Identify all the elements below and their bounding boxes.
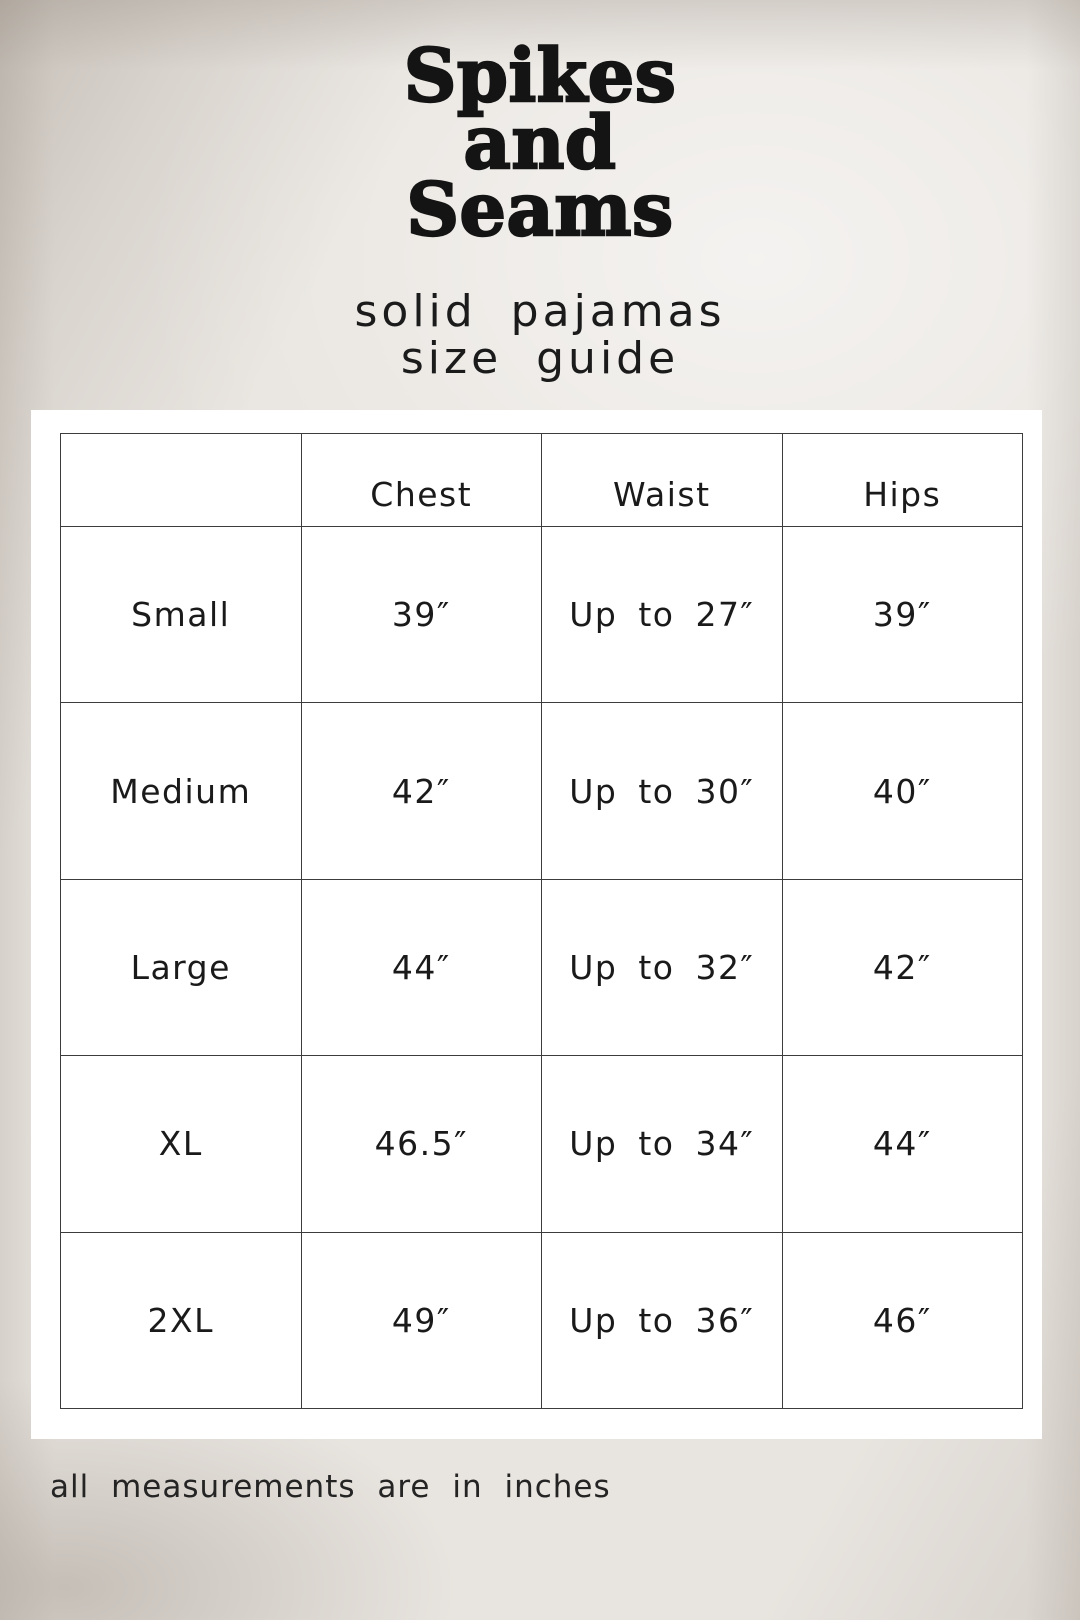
footer-note: all measurements are in inches — [50, 1469, 611, 1505]
header-cell-chest: Chest — [301, 434, 542, 527]
waist-cell: Up to 30″ — [542, 703, 783, 879]
chest-cell: 46.5″ — [301, 1056, 542, 1232]
header-cell-size — [61, 434, 302, 527]
waist-cell: Up to 36″ — [542, 1232, 783, 1408]
size-guide-card — [31, 410, 1042, 1439]
table-row — [61, 879, 1023, 1055]
size-cell: Small — [61, 527, 302, 703]
header-cell-hips: Hips — [782, 434, 1023, 527]
size-table — [60, 433, 1023, 1409]
size-cell: 2XL — [61, 1232, 302, 1408]
table-row — [61, 1056, 1023, 1232]
waist-cell: Up to 34″ — [542, 1056, 783, 1232]
waist-cell: Up to 32″ — [542, 879, 783, 1055]
hips-cell: 39″ — [782, 527, 1023, 703]
size-cell: Large — [61, 879, 302, 1055]
waist-cell: Up to 27″ — [542, 527, 783, 703]
poster-subtitle — [0, 288, 1080, 382]
hips-cell: 44″ — [782, 1056, 1023, 1232]
table-row — [61, 527, 1023, 703]
chest-cell: 49″ — [301, 1232, 542, 1408]
hips-cell: 40″ — [782, 703, 1023, 879]
brand-logo — [0, 33, 1080, 253]
chest-cell: 44″ — [301, 879, 542, 1055]
hips-cell: 46″ — [782, 1232, 1023, 1408]
hips-cell: 42″ — [782, 879, 1023, 1055]
chest-cell: 42″ — [301, 703, 542, 879]
chest-cell: 39″ — [301, 527, 542, 703]
logo-line-2: and — [463, 100, 617, 186]
logo-line-3: Seams — [406, 167, 674, 253]
subtitle-line-1: solid pajamas — [354, 286, 726, 337]
header-cell-waist: Waist — [542, 434, 783, 527]
size-cell: XL — [61, 1056, 302, 1232]
subtitle-line-2: size guide — [400, 333, 680, 384]
table-header-row — [61, 434, 1023, 527]
table-row — [61, 1232, 1023, 1408]
size-cell: Medium — [61, 703, 302, 879]
logo-line-1: Spikes — [403, 33, 677, 119]
table-row — [61, 703, 1023, 879]
